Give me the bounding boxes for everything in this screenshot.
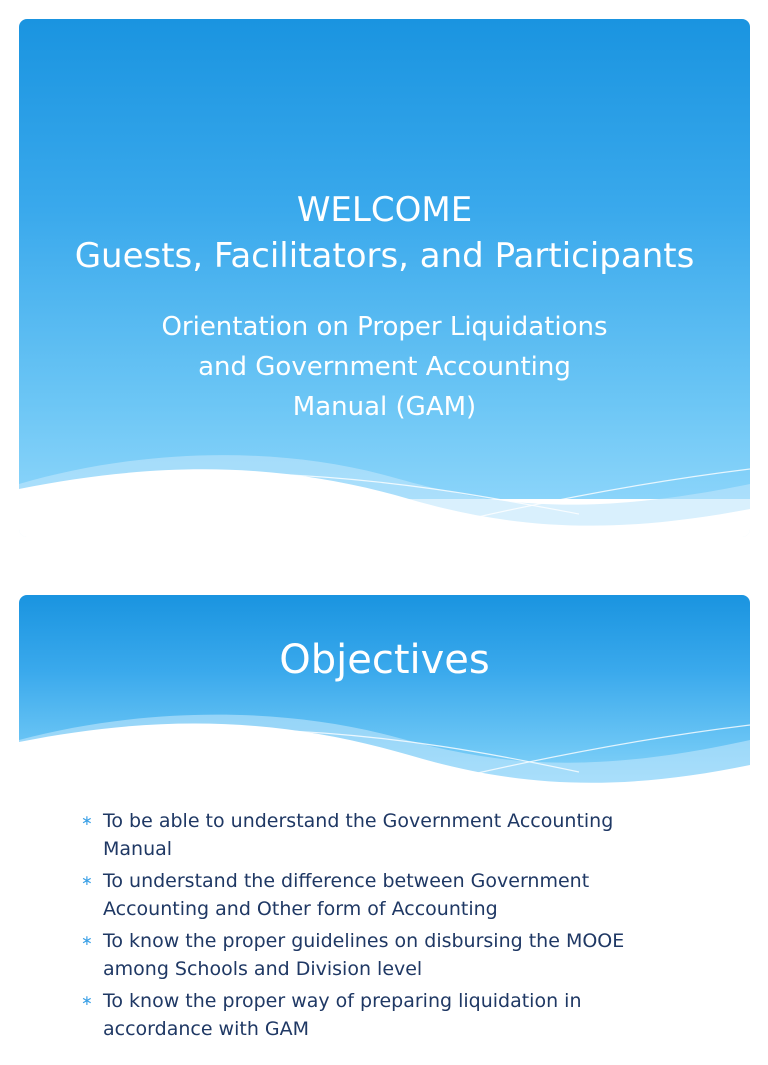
bullet-marker-icon: ∗ (81, 993, 93, 1009)
objectives-list (81, 807, 681, 1047)
subtitle-line: Orientation on Proper Liquidations (161, 312, 608, 342)
title-line: WELCOME (296, 190, 473, 230)
bullet-marker-icon: ∗ (81, 873, 93, 889)
wave-decoration (19, 439, 750, 537)
objectives-slide (19, 595, 750, 1065)
bullet-line: Accounting and Other form of Accounting (103, 898, 498, 920)
title-line: Guests, Facilitators, and Participants (74, 236, 695, 276)
slide-title (19, 187, 750, 279)
bullet-line: accordance with GAM (103, 1018, 310, 1040)
bullet-marker-icon: ∗ (81, 813, 93, 829)
bullet-line: To know the proper way of preparing liquidation in (103, 990, 582, 1012)
slide-title: Objectives (279, 637, 490, 683)
bullet-line: among Schools and Division level (103, 958, 423, 980)
list-item (81, 867, 681, 923)
subtitle-line: Manual (GAM) (292, 392, 477, 422)
list-item (81, 987, 681, 1043)
bullet-line: To understand the difference between Government (103, 870, 590, 892)
wave-decoration (19, 700, 750, 810)
bullet-line: To know the proper guidelines on disbursing the MOOE (103, 930, 625, 952)
subtitle-line: and Government Accounting (198, 352, 571, 382)
slide-subtitle (19, 307, 750, 427)
bullet-marker-icon: ∗ (81, 933, 93, 949)
bullet-line: To be able to understand the Government Accounting (103, 810, 614, 832)
bullet-line: Manual (103, 838, 173, 860)
list-item (81, 927, 681, 983)
list-item (81, 807, 681, 863)
welcome-slide (19, 19, 750, 537)
